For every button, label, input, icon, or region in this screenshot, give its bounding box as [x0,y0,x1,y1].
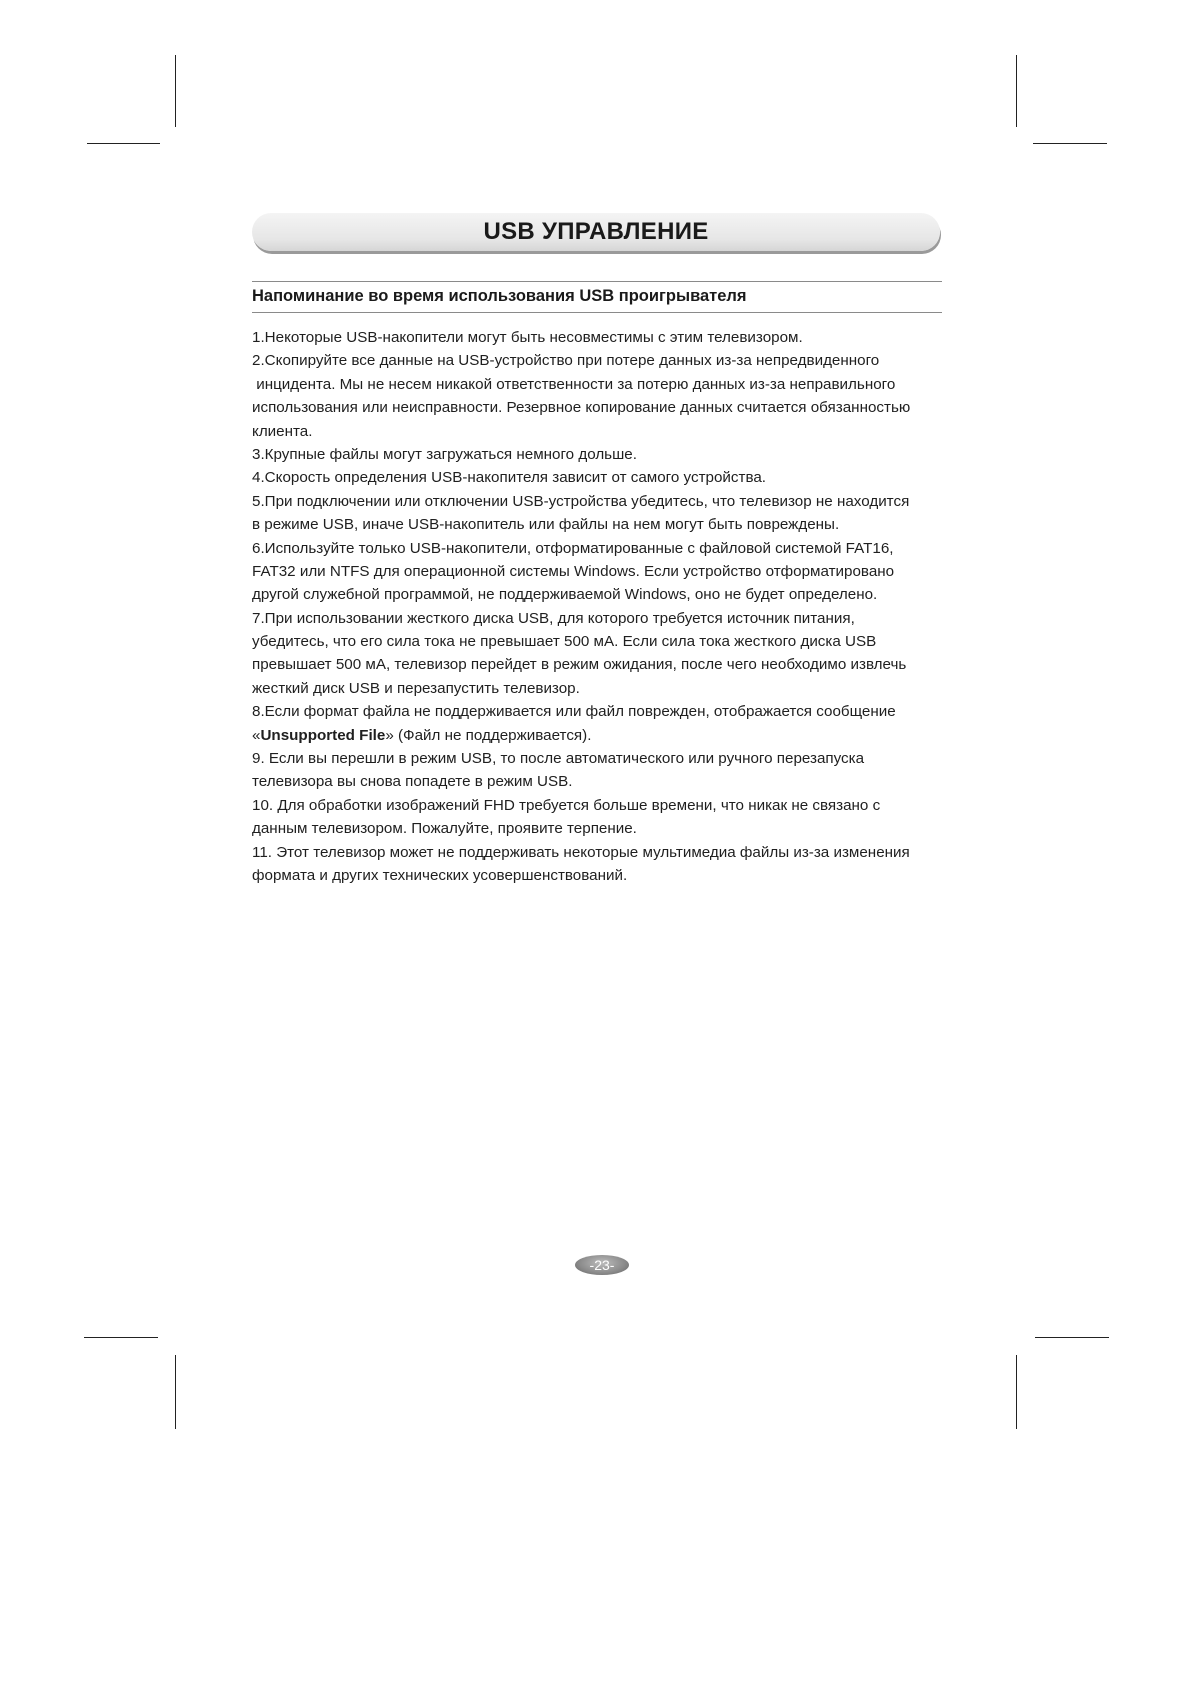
unsupported-file-label: Unsupported File [260,726,386,744]
body-line: 8.Если формат файла не поддерживается или файл поврежден, отображается сообщение [252,703,896,721]
body-line: 5.При подключении или отключении USB-устройства убедитесь, что телевизор не находится [252,492,910,510]
body-line: клиента. [252,422,313,440]
open-quote: « [252,726,261,744]
body-line: жесткий диск USB и перезапустить телевизор. [252,679,580,697]
heading-bottom-rule [252,312,942,313]
body-line: телевизора вы снова попадете в режим USB. [252,773,573,791]
body-line: 11. Этот телевизор может не поддерживать некоторые мультимедиа файлы из-за изменения [252,843,910,861]
body-text [252,326,962,887]
crop-mark-bottom-left-horizontal [84,1337,158,1338]
body-line: убедитесь, что его сила тока не превышает 500 мА. Если сила тока жесткого диска USB [252,633,877,651]
body-line: 6.Используйте только USB-накопители, отформатированные с файловой системой FAT16, [252,539,894,557]
body-line: в режиме USB, иначе USB-накопитель или файлы на нем могут быть повреждены. [252,516,840,534]
body-line: инцидента. Мы не несем никакой ответственности за потерю данных из-за неправильного [252,375,896,393]
crop-mark-top-left-vertical [175,55,176,127]
body-line: другой служебной программой, не поддерживаемой Windows, оно не будет определено. [252,586,878,604]
body-line-unsupported-file [252,724,962,747]
page-title: USB УПРАВЛЕНИЕ [483,218,709,245]
body-line: 10. Для обработки изображений FHD требуется больше времени, что никак не связано с [252,796,881,814]
body-line: использования или неисправности. Резервное копирование данных считается обязанностью [252,399,911,417]
crop-mark-bottom-right-vertical [1016,1355,1017,1429]
crop-mark-top-right-vertical [1016,55,1017,127]
body-line: 4.Скорость определения USB-накопителя зависит от самого устройства. [252,469,767,487]
page-title-bar [252,213,940,251]
body-line: 3.Крупные файлы могут загружаться немного дольше. [252,445,637,463]
crop-mark-top-left-horizontal [87,143,160,144]
section-heading: Напоминание во время использования USB проигрывателя [252,287,747,305]
heading-top-rule [252,281,942,282]
body-line: превышает 500 мА, телевизор перейдет в режим ожидания, после чего необходимо извлечь [252,656,907,674]
body-line: FAT32 или NTFS для операционной системы Windows. Если устройство отформатировано [252,562,895,580]
body-line: 9. Если вы перешли в режим USB, то после автоматического или ручного перезапуска [252,750,865,768]
body-line: формата и других технических усовершенствований. [252,866,628,884]
body-line: 1.Некоторые USB-накопители могут быть несовместимы с этим телевизором. [252,329,803,346]
unsupported-file-rest: » (Файл не поддерживается). [385,726,592,744]
crop-mark-bottom-right-horizontal [1035,1337,1109,1338]
body-line: 2.Скопируйте все данные на USB-устройство при потере данных из-за непредвиденного [252,352,880,370]
body-line: данным телевизором. Пожалуйте, проявите терпение. [252,820,637,838]
crop-mark-top-right-horizontal [1033,143,1107,144]
crop-mark-bottom-left-vertical [175,1355,176,1429]
body-line: 7.При использовании жесткого диска USB, для которого требуется источник питания, [252,609,855,627]
page-number: -23- [575,1255,629,1275]
